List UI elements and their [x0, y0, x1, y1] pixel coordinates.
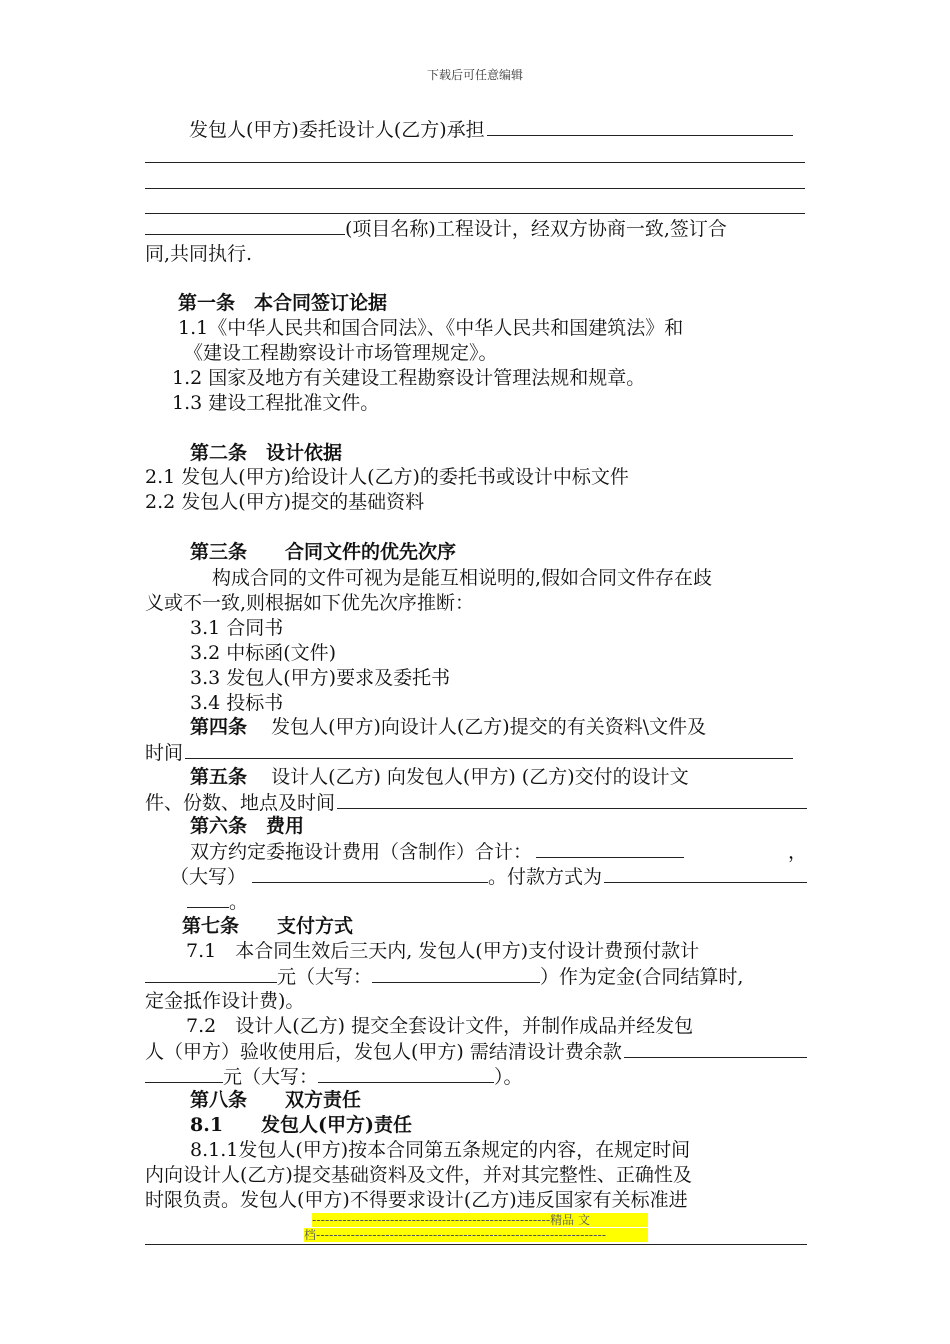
project-blank-3 — [145, 188, 805, 189]
article-5-text: 设计人(乙方) 向发包人(甲方) (乙方)交付的设计文 — [271, 766, 689, 788]
article-4-line-1 — [190, 715, 807, 739]
fee-amount-blank — [536, 839, 684, 858]
intro-line-1 — [145, 117, 807, 142]
article-5-blank — [337, 790, 807, 809]
article-2-title: 第二条 设计依据 — [190, 442, 343, 464]
article-4-line-2 — [145, 740, 807, 765]
article-1-title: 第一条 本合同签订论据 — [178, 292, 388, 314]
project-name-blank — [145, 216, 345, 235]
article-8-1-title: 8.1 发包人(甲方)责任 — [190, 1114, 413, 1136]
article-7-clause-2a: 7.2 设计人(乙方) 提交全套设计文件，并制作成品并经发包 — [186, 1015, 694, 1037]
payment-method-label: 。付款方式为 — [488, 866, 603, 888]
article-8-1-1-b: 内向设计人(乙方)提交基础资料及文件，并对其完整性、正确性及 — [145, 1164, 692, 1186]
article-4-blank — [185, 740, 793, 759]
payment-method-blank-2 — [187, 889, 229, 908]
article-5-text-b: 件、份数、地点及时间 — [145, 792, 336, 814]
project-blank-1 — [487, 117, 793, 136]
intro-tail: (项目名称)工程设计，经双方协商一致,签订合 — [345, 218, 727, 240]
deposit-amount-blank — [145, 964, 277, 983]
article-3-item-3: 3.3 发包人(甲方)要求及委托书 — [190, 667, 451, 689]
article-7-title: 第七条 支付方式 — [182, 915, 354, 937]
article-3-title: 第三条 合同文件的优先次序 — [190, 541, 457, 563]
article-8-title: 第八条 双方责任 — [190, 1089, 362, 1111]
article-3-item-4: 3.4 投标书 — [190, 692, 284, 714]
project-blank-2 — [145, 162, 805, 163]
footer-divider — [145, 1244, 807, 1245]
intro-text: 发包人(甲方)委托设计人(乙方)承担 — [189, 119, 485, 141]
article-5-line-2 — [145, 790, 807, 815]
balance-capital-blank — [318, 1064, 494, 1083]
article-1-clause-1b: 《建设工程勘察设计市场管理规定》。 — [184, 342, 498, 364]
payment-method-blank — [604, 864, 807, 883]
intro-line-4 — [145, 216, 807, 241]
article-8-1-1-a: 8.1.1发包人(甲方)按本合同第五条规定的内容，在规定时间 — [190, 1139, 691, 1161]
article-1-clause-1a: 1.1《中华人民共和国合同法》、《中华人民共和国建筑法》和 — [178, 317, 684, 339]
fee-comma: ， — [787, 841, 807, 863]
article-3-item-1: 3.1 合同书 — [190, 617, 284, 639]
article-3-text-a: 构成合同的文件可视为是能互相说明的,假如合同文件存在歧 — [212, 567, 713, 589]
article-1-clause-3: 1.3 建设工程批准文件。 — [172, 392, 380, 414]
article-4-text: 发包人(甲方)向设计人(乙方)提交的有关资料\文件及 — [271, 716, 707, 738]
footer-watermark-line-1: -------------------------------------------------------精品 文 — [312, 1213, 648, 1227]
article-7-clause-1a: 7.1 本合同生效后三天内, 发包人(甲方)支付设计费预付款计 — [186, 940, 700, 962]
article-2-clause-2: 2.2 发包人(甲方)提交的基础资料 — [145, 491, 425, 513]
balance-text: 人（甲方）验收使用后，发包人(甲方) 需结清设计费余款 — [145, 1041, 622, 1063]
article-7-clause-2b — [145, 1039, 807, 1064]
footer-watermark-line-2: 档------------------------------------------------------------------- — [304, 1228, 648, 1242]
article-6-end: 。 — [229, 891, 249, 913]
fee-capital-label: （大写） — [170, 866, 247, 888]
article-8-1-1-c: 时限负责。发包人(甲方)不得要求设计(乙方)违反国家有关标准进 — [145, 1189, 688, 1211]
article-7-clause-1b — [145, 964, 807, 989]
article-3-text-b: 义或不一致,则根据如下优先次序推断： — [145, 592, 475, 614]
article-4-text-b: 时间 — [145, 742, 184, 764]
article-6-line-2 — [170, 864, 807, 889]
deposit-capital-label: 元（大写： — [277, 966, 373, 988]
page-header: 下载后可任意编辑 — [426, 68, 523, 82]
deposit-tail: ）作为定金(合同结算时, — [540, 966, 744, 988]
fee-capital-blank — [252, 864, 488, 883]
deposit-capital-blank — [372, 964, 540, 983]
article-6-line-1 — [190, 839, 807, 864]
article-4-title: 第四条 — [190, 716, 248, 738]
article-5-line-1 — [190, 765, 807, 789]
article-6-title: 第六条 费用 — [190, 815, 305, 837]
balance-amount-blank — [624, 1039, 807, 1058]
project-blank-4 — [145, 213, 805, 214]
article-1-clause-2: 1.2 国家及地方有关建设工程勘察设计管理法规和规章。 — [172, 367, 646, 389]
balance-tail: ）。 — [494, 1066, 523, 1088]
balance-capital-label: 元（大写： — [223, 1066, 319, 1088]
article-7-clause-2c — [145, 1064, 807, 1089]
intro-line-5: 同,共同执行. — [145, 243, 253, 265]
fee-text: 双方约定委拖设计费用（含制作）合计： — [190, 841, 533, 863]
article-7-clause-1c: 定金抵作设计费)。 — [145, 990, 305, 1012]
article-6-line-3 — [145, 889, 807, 914]
article-3-item-2: 3.2 中标函(文件) — [190, 642, 337, 664]
balance-amount-blank-2 — [145, 1064, 223, 1083]
article-2-clause-1: 2.1 发包人(甲方)给设计人(乙方)的委托书或设计中标文件 — [145, 466, 629, 488]
article-5-title: 第五条 — [190, 766, 248, 788]
